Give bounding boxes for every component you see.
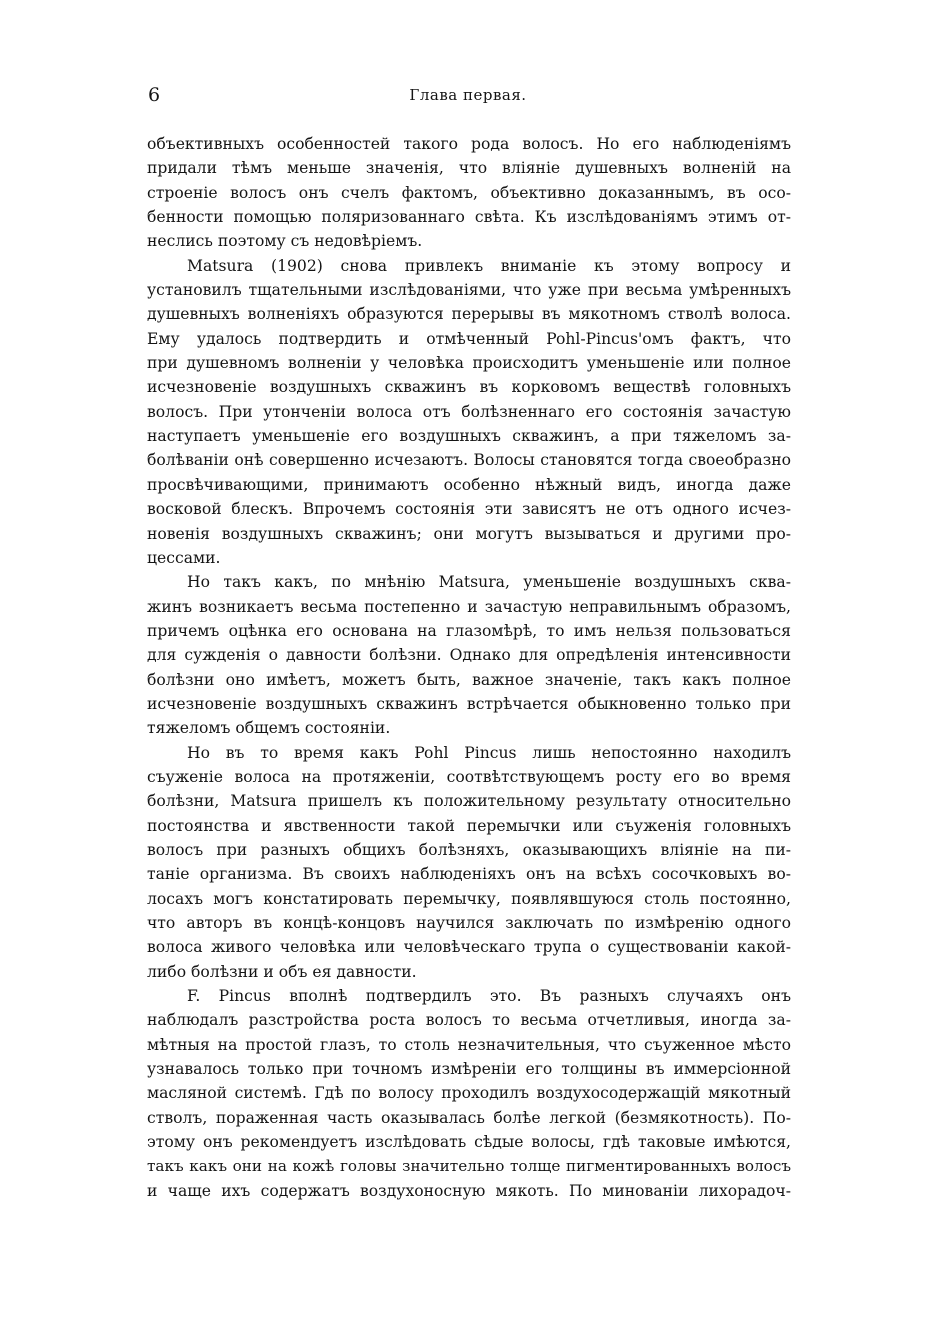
text-line: Но въ то время какъ Pohl Pincus лишь непостоянно находилъ (187, 743, 791, 762)
text-line: постоянства и явственности такой перемычки или съуженія головныхъ (147, 816, 791, 835)
paragraph (147, 984, 791, 1203)
text-line: такъ какъ они на кожѣ головы значительно толще пигментированныхъ волосъ (147, 1157, 791, 1176)
text-line: таніе организма. Въ своихъ наблюденіяхъ онъ на всѣхъ сосочковыхъ во- (147, 865, 791, 884)
text-line: болѣваніи онѣ совершенно исчезаютъ. Волосы становятся тогда своеобразно (147, 451, 791, 470)
paragraph (147, 132, 791, 254)
text-line: для сужденія о давности болѣзни. Однако для опредѣленія интенсивности (147, 646, 791, 665)
text-line: волоса живого человѣка или человѣческаго трупа о существованіи какой- (147, 938, 791, 957)
text-line: мѣтныя на простой глазъ, то столь незначительныя, что съуженное мѣсто (147, 1035, 791, 1054)
body-text (147, 132, 791, 1203)
text-line: лосахъ могъ констатировать перемычку, появлявшуюся столь постоянно, (147, 889, 791, 908)
text-line: установилъ тщательными изслѣдованіями, что уже при весьма умѣренныхъ (147, 281, 791, 300)
text-line: при душевномъ волненіи у человѣка происходитъ уменьшеніе или полное (147, 354, 791, 373)
text-line: болѣзни оно имѣетъ, можетъ быть, важное значеніе, такъ какъ полное (147, 670, 791, 689)
text-line: съуженіе волоса на протяженіи, соотвѣтствующемъ росту его во время (147, 767, 791, 786)
text-line: волосъ. При утонченіи волоса отъ болѣзненнаго его состоянія зачастую (147, 402, 791, 421)
text-line: Ему удалось подтвердить и отмѣченный Pohl-Pincus'омъ фактъ, что (147, 329, 791, 348)
text-line: душевныхъ волненіяхъ образуются перерывы въ мякотномъ стволѣ волоса. (147, 305, 791, 324)
text-line: и чаще ихъ содержатъ воздухоносную мякоть. По минованіи лихорадоч- (147, 1181, 791, 1200)
text-line: строеніе волосъ онъ счелъ фактомъ, объективно доказаннымъ, въ осо- (147, 183, 791, 202)
text-line: восковой блескъ. Впрочемъ состоянія эти зависятъ не отъ одного исчез- (147, 500, 791, 519)
text-line: просвѣчивающими, принимаютъ особенно нѣжный видъ, иногда даже (147, 475, 791, 494)
text-line: объективныхъ особенностей такого рода волосъ. Но его наблюденіямъ (147, 135, 791, 153)
paragraph (147, 254, 791, 570)
text-line: неслись поэтому съ недовѣріемъ. (147, 232, 423, 251)
text-line: исчезновеніе воздушныхъ скважинъ въ корковомъ веществѣ головныхъ (147, 378, 791, 397)
paragraph (147, 570, 791, 740)
text-line: масляной системѣ. Гдѣ по волосу проходилъ воздухосодержащій мякотный (147, 1084, 791, 1103)
page-number: 6 (148, 84, 161, 106)
text-line: F. Pincus вполнѣ подтвердилъ это. Въ разныхъ случаяхъ онъ (187, 987, 791, 1006)
text-line: узнавалось только при точномъ измѣреніи его толщины въ иммерсіонной (147, 1060, 791, 1079)
paragraph (147, 741, 791, 984)
text-line: наблюдалъ разстройства роста волосъ то весьма отчетливыя, иногда за- (147, 1011, 791, 1030)
text-line: тяжеломъ общемъ состояніи. (147, 719, 391, 738)
text-line: исчезновеніе воздушныхъ скважинъ встрѣчается обыкновенно только при (147, 694, 791, 713)
text-line: придали тѣмъ меньше значенія, что вліяніе душевныхъ волненій на (147, 159, 791, 178)
text-line: либо болѣзни и объ ея давности. (147, 962, 417, 981)
text-line: наступаетъ уменьшеніе его воздушныхъ скважинъ, а при тяжеломъ за- (147, 427, 791, 446)
text-line: этому онъ рекомендуетъ изслѣдовать сѣдые волосы, гдѣ таковые имѣются, (147, 1133, 791, 1152)
text-line: новенія воздушныхъ скважинъ; они могутъ вызываться и другими про- (147, 524, 791, 543)
text-line: что авторъ въ концѣ-концовъ научился заключать по измѣренію одного (147, 914, 791, 932)
text-line: болѣзни, Matsura пришелъ къ положительному результату относительно (147, 792, 791, 811)
text-line: Но такъ какъ, по мнѣнію Matsura, уменьшеніе воздушныхъ сква- (187, 573, 791, 592)
text-line: цессами. (147, 548, 221, 567)
text-line: жинъ возникаетъ весьма постепенно и зачастую неправильнымъ образомъ, (147, 597, 791, 616)
text-line: бенности помощью поляризованнаго свѣта. Къ изслѣдованіямъ этимъ от- (147, 208, 791, 227)
text-line: стволъ, пораженная часть оказывалась болѣе легкой (безмякотность). По- (147, 1108, 791, 1127)
text-line: Matsura (1902) снова привлекъ вниманіе къ этому вопросу и (187, 256, 791, 275)
text-line: причемъ оцѣнка его основана на глазомѣрѣ, то имъ нельзя пользоваться (147, 621, 791, 640)
running-title: Глава первая. (409, 86, 527, 104)
text-line: волосъ при разныхъ общихъ болѣзняхъ, оказывающихъ вліяніе на пи- (147, 840, 791, 859)
